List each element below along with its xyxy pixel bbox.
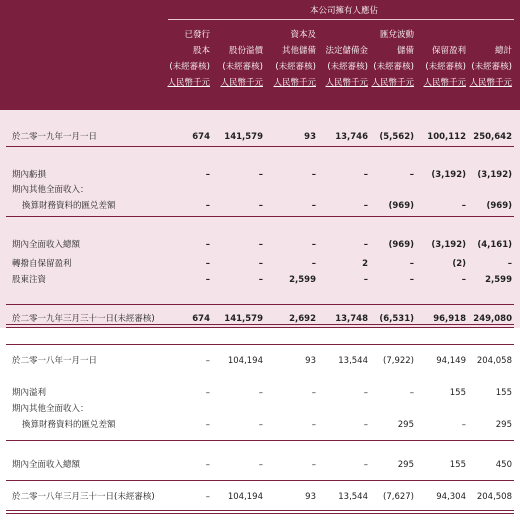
cell-statutory-reserve: 2: [362, 259, 368, 269]
cell-share-capital: –: [205, 420, 210, 430]
cell-exchange-reserve: (5,562): [379, 132, 414, 142]
cell-share-premium: –: [258, 240, 263, 250]
column-header-share-capital: 已發行 股本 (未經審核) 人民幣千元: [167, 30, 210, 88]
cell-exchange-reserve: (6,531): [379, 314, 414, 324]
cell-share-premium: 104,194: [227, 492, 263, 502]
rule: [6, 216, 514, 217]
cell-exchange-reserve: –: [409, 275, 414, 285]
table-header: [0, 0, 520, 110]
cell-total: 204,508: [476, 492, 512, 502]
rule: [6, 304, 514, 305]
row-label: 期內其他全面收入：: [12, 185, 89, 195]
table-row: [0, 183, 520, 197]
cell-capital-reserves: –: [311, 388, 316, 398]
cell-total: –: [507, 259, 512, 269]
cell-share-capital: –: [205, 201, 210, 211]
row-label: 於二零一八年三月三十一日(未經審核): [12, 492, 155, 502]
cell-statutory-reserve: 13,544: [338, 492, 368, 502]
cell-share-premium: –: [258, 460, 263, 470]
cell-capital-reserves: 2,692: [289, 314, 316, 324]
table-row: [0, 273, 520, 287]
table-row: [0, 402, 520, 416]
group-title-rule: [168, 19, 514, 20]
cell-share-capital: 674: [192, 314, 210, 324]
cell-total: 250,642: [473, 132, 512, 142]
cell-retained-earnings: 94,304: [436, 492, 466, 502]
row-label: 股東注資: [12, 275, 47, 285]
cell-share-premium: 141,579: [224, 132, 263, 142]
table-row: [0, 458, 520, 472]
cell-total: 155: [495, 388, 512, 398]
row-label: 於二零一九年三月三十一日(未經審核): [12, 314, 155, 324]
cell-exchange-reserve: 295: [397, 420, 414, 430]
cell-total: 295: [495, 420, 512, 430]
cell-retained-earnings: –: [461, 201, 466, 211]
cell-capital-reserves: –: [311, 170, 316, 180]
cell-total: (969): [486, 201, 512, 211]
row-label: 期內全面收入總額: [12, 460, 81, 470]
cell-retained-earnings: –: [461, 420, 466, 430]
table-row: [0, 168, 520, 182]
column-header-retained-earnings: 保留盈利 (未經審核) 人民幣千元: [423, 46, 466, 88]
cell-share-premium: –: [258, 170, 263, 180]
cell-capital-reserves: 2,599: [289, 275, 316, 285]
cell-statutory-reserve: –: [363, 240, 368, 250]
cell-share-premium: –: [258, 259, 263, 269]
rule: [6, 344, 514, 345]
double-rule: [6, 510, 514, 514]
column-header-capital-reserves: 資本及 其他儲備 (未經審核) 人民幣千元: [273, 30, 316, 88]
row-label: 期內溢利: [12, 388, 47, 398]
rule: [6, 440, 514, 441]
cell-statutory-reserve: 13,748: [335, 314, 368, 324]
cell-share-premium: –: [258, 420, 263, 430]
cell-share-capital: 674: [192, 132, 210, 142]
table-row: [0, 354, 520, 368]
cell-retained-earnings: (3,192): [431, 240, 466, 250]
rule: [6, 480, 514, 481]
table-row: [0, 238, 520, 252]
table-row: [0, 490, 520, 504]
cell-retained-earnings: 96,918: [433, 314, 466, 324]
cell-retained-earnings: –: [461, 275, 466, 285]
cell-share-capital: –: [205, 388, 210, 398]
table-row: [0, 199, 520, 213]
row-label: 於二零一九年一月一日: [12, 132, 98, 142]
cell-capital-reserves: –: [311, 259, 316, 269]
cell-capital-reserves: 93: [305, 492, 316, 502]
cell-total: (4,161): [477, 240, 512, 250]
column-header-total: 總計 (未經審核) 人民幣千元: [469, 46, 512, 88]
table-row: [0, 257, 520, 271]
cell-share-capital: –: [205, 170, 210, 180]
cell-capital-reserves: –: [311, 420, 316, 430]
cell-capital-reserves: –: [311, 460, 316, 470]
cell-retained-earnings: 155: [449, 388, 466, 398]
cell-retained-earnings: (3,192): [431, 170, 466, 180]
column-header-statutory-reserve: 法定儲備金 (未經審核) 人民幣千元: [325, 46, 368, 88]
cell-exchange-reserve: (969): [388, 201, 414, 211]
cell-total: 450: [495, 460, 512, 470]
cell-statutory-reserve: –: [363, 420, 368, 430]
row-label: 期內其他全面收入：: [12, 404, 89, 414]
row-label: 期內全面收入總額: [12, 240, 81, 250]
cell-retained-earnings: 100,112: [427, 132, 466, 142]
row-label: 轉撥自保留盈利: [12, 259, 72, 269]
cell-statutory-reserve: –: [363, 460, 368, 470]
cell-share-capital: –: [205, 492, 210, 502]
group-title: 本公司擁有人應佔: [309, 6, 378, 16]
cell-share-capital: –: [205, 460, 210, 470]
row-label: 換算財務資料的匯兑差額: [22, 420, 116, 430]
table-row: [0, 418, 520, 432]
column-header-share-premium: 股份溢價 (未經審核) 人民幣千元: [220, 46, 263, 88]
rule: [6, 146, 514, 147]
cell-exchange-reserve: –: [409, 388, 414, 398]
cell-retained-earnings: 155: [449, 460, 466, 470]
cell-statutory-reserve: –: [363, 170, 368, 180]
cell-statutory-reserve: 13,544: [338, 356, 368, 366]
cell-share-capital: –: [205, 275, 210, 285]
cell-total: (3,192): [477, 170, 512, 180]
cell-capital-reserves: –: [311, 240, 316, 250]
cell-capital-reserves: –: [311, 201, 316, 211]
table-row: [0, 386, 520, 400]
cell-share-premium: –: [258, 275, 263, 285]
cell-total: 249,080: [473, 314, 512, 324]
cell-share-premium: 104,194: [227, 356, 263, 366]
cell-retained-earnings: (2): [452, 259, 466, 269]
cell-share-capital: –: [205, 356, 210, 366]
cell-exchange-reserve: (7,922): [383, 356, 414, 366]
row-label: 換算財務資料的匯兑差額: [22, 201, 116, 211]
row-label: 期內虧損: [12, 170, 47, 180]
cell-total: 2,599: [485, 275, 512, 285]
cell-statutory-reserve: –: [363, 201, 368, 211]
cell-exchange-reserve: –: [409, 259, 414, 269]
cell-capital-reserves: 93: [305, 356, 316, 366]
cell-exchange-reserve: (7,627): [383, 492, 414, 502]
cell-share-premium: 141,579: [224, 314, 263, 324]
cell-statutory-reserve: –: [363, 388, 368, 398]
row-label: 於二零一八年一月一日: [12, 356, 98, 366]
table-row: [0, 130, 520, 144]
table-row: [0, 312, 520, 326]
cell-statutory-reserve: 13,746: [335, 132, 368, 142]
cell-capital-reserves: 93: [304, 132, 316, 142]
cell-retained-earnings: 94,149: [436, 356, 466, 366]
cell-share-premium: –: [258, 201, 263, 211]
cell-share-capital: –: [205, 240, 210, 250]
cell-share-capital: –: [205, 259, 210, 269]
column-header-exchange-reserve: 匯兌波動 儲備 (未經審核) 人民幣千元: [371, 30, 414, 88]
cell-exchange-reserve: –: [409, 170, 414, 180]
cell-share-premium: –: [258, 388, 263, 398]
cell-exchange-reserve: 295: [397, 460, 414, 470]
cell-exchange-reserve: (969): [388, 240, 414, 250]
cell-total: 204,058: [476, 356, 512, 366]
cell-statutory-reserve: –: [363, 275, 368, 285]
